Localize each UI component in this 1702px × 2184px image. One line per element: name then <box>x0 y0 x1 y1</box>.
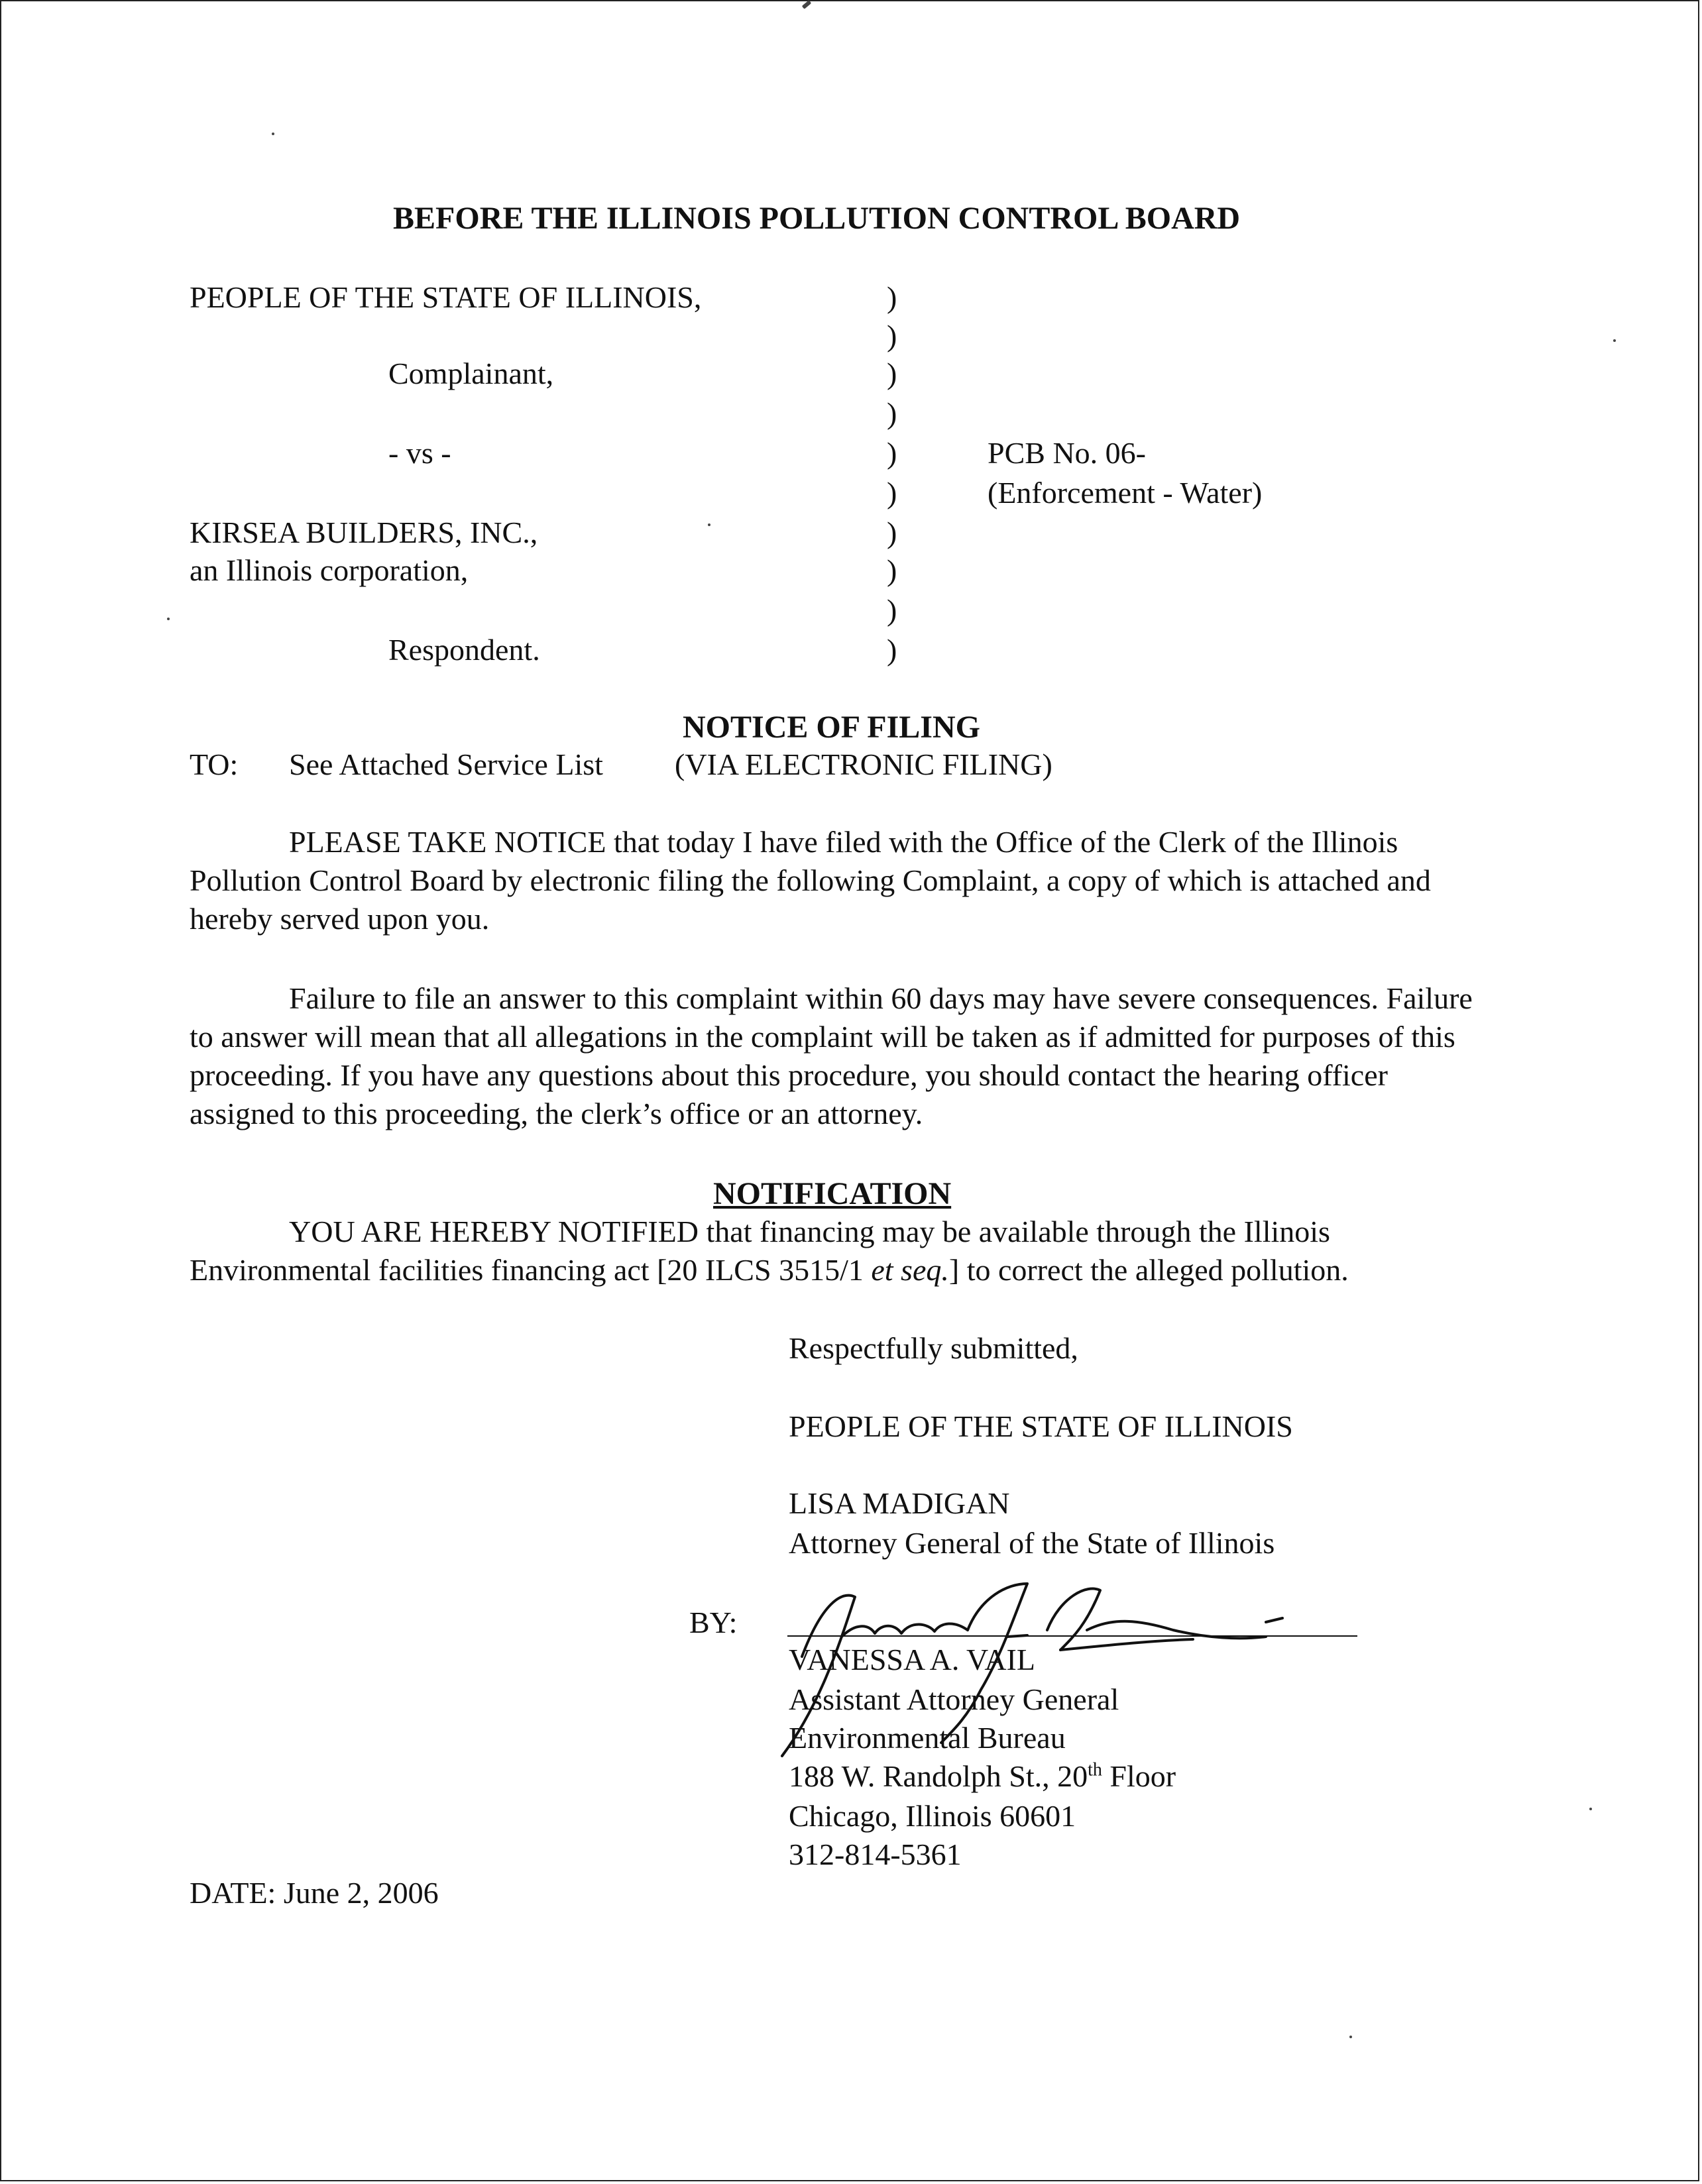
caption-paren: ) <box>887 516 897 549</box>
scan-speck <box>708 523 710 526</box>
case-type: (Enforcement - Water) <box>988 476 1263 510</box>
signatory-party: PEOPLE OF THE STATE OF ILLINOIS <box>789 1409 1293 1443</box>
notice-paragraph <box>190 823 1482 938</box>
signer-bureau: Environmental Bureau <box>789 1721 1066 1755</box>
defendant-name: KIRSEA BUILDERS, INC., <box>190 516 538 549</box>
to-recipient: See Attached Service List <box>289 747 603 781</box>
scan-speck <box>1589 1808 1592 1810</box>
by-label: BY: <box>689 1606 738 1639</box>
closing-text: Respectfully submitted, <box>789 1331 1078 1365</box>
caption-paren: ) <box>887 280 897 314</box>
address-superscript: th <box>1088 1759 1102 1780</box>
case-number: PCB No. 06- <box>988 436 1146 470</box>
notification-text-b: ] to correct the alleged pollution. <box>948 1253 1349 1287</box>
scan-speck <box>167 618 170 620</box>
signer-address <box>789 1757 1176 1796</box>
caption-paren: ) <box>887 633 897 667</box>
caption-paren: ) <box>887 356 897 390</box>
warning-paragraph <box>190 979 1482 1133</box>
notification-paragraph <box>190 1213 1482 1289</box>
signer-phone: 312-814-5361 <box>789 1837 962 1871</box>
scan-speck <box>272 133 274 135</box>
to-method: (VIA ELECTRONIC FILING) <box>675 747 1052 781</box>
caption-paren: ) <box>887 553 897 587</box>
signer-title: Assistant Attorney General <box>789 1682 1119 1716</box>
notification-text-italic: et seq. <box>871 1253 949 1287</box>
notice-title: NOTICE OF FILING <box>683 710 980 745</box>
plaintiff-name: PEOPLE OF THE STATE OF ILLINOIS, <box>190 280 702 314</box>
notice-paragraph-text: PLEASE TAKE NOTICE that today I have filed with the Office of the Clerk of the Illinois Pollution Control Board by electronic filing the following Complaint, a copy of which is attached and hereby served upon you. <box>190 825 1431 936</box>
scan-speck <box>1349 2036 1352 2038</box>
caption-paren: ) <box>887 319 897 353</box>
caption-paren: ) <box>887 476 897 510</box>
caption-paren: ) <box>887 436 897 470</box>
versus-label: - vs - <box>388 436 451 470</box>
court-heading: BEFORE THE ILLINOIS POLLUTION CONTROL BOARD <box>393 201 1241 236</box>
attorney-general-name: LISA MADIGAN <box>789 1486 1010 1520</box>
scan-speck <box>1613 339 1616 342</box>
caption-paren: ) <box>887 593 897 627</box>
plaintiff-role: Complainant, <box>388 356 554 390</box>
to-label: TO: <box>190 747 239 781</box>
notification-text-a: YOU ARE HEREBY NOTIFIED that financing may be available through the Illinois Environmental facilities financing act [20 ILCS 3515/1 <box>190 1215 1330 1287</box>
signer-city: Chicago, Illinois 60601 <box>789 1799 1076 1833</box>
defendant-description: an Illinois corporation, <box>190 553 469 587</box>
defendant-role: Respondent. <box>388 633 540 667</box>
attorney-general-title: Attorney General of the State of Illinois <box>789 1526 1275 1560</box>
date-line: DATE: June 2, 2006 <box>190 1876 439 1910</box>
caption-paren: ) <box>887 396 897 430</box>
warning-paragraph-text: Failure to file an answer to this complaint within 60 days may have severe consequences. Failure to answer will mean that all allegations in the complaint will be taken as if admitted for purposes of this proceeding. If you have any questions about this procedure, you should contact the hearing officer assigned to this proceeding, the clerk’s office or an attorney. <box>190 981 1473 1130</box>
address-floor: Floor <box>1102 1759 1176 1793</box>
notification-title: NOTIFICATION <box>713 1176 952 1211</box>
signer-name: VANESSA A. VAIL <box>789 1643 1035 1676</box>
address-street: 188 W. Randolph St., 20 <box>789 1759 1088 1793</box>
